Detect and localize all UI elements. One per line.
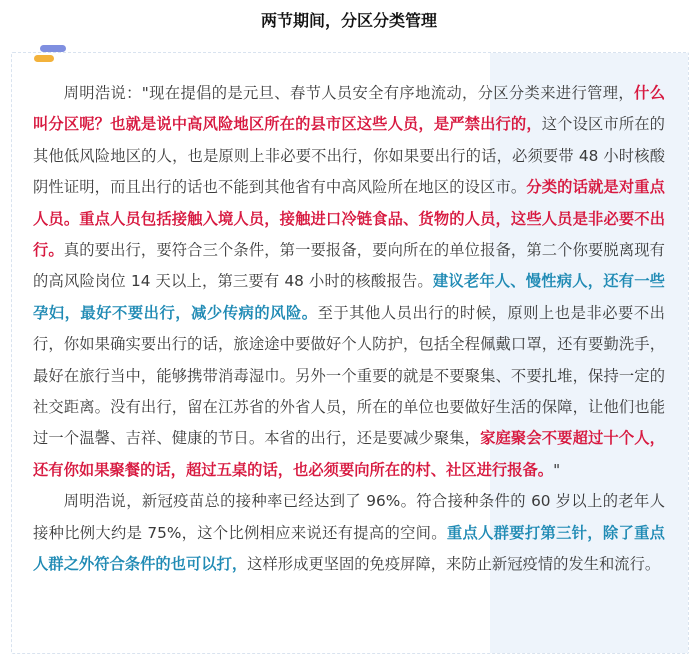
highlight-red: 什么叫分区呢？也就是说中高风险地区所在的县市区这些人员，是严禁出行的， <box>33 84 665 134</box>
highlight-red: 分类的话就是对重点人员。重点人员包括接触入境人员，接触进口冷链食品、货物的人员，这些人员是非必要不出行。 <box>33 178 665 260</box>
highlight-blue: 建议老年人、慢性病人，还有一些孕妇，最好不要出行，减少传病的风险。 <box>33 272 665 322</box>
text-run: " <box>553 460 561 479</box>
text-run: 周明浩说："现在提倡的是元旦、春节人员安全有序地流动，分区分类来进行管理， <box>63 84 635 102</box>
paragraph-2 <box>33 486 665 580</box>
text-run: 真的要出行，要符合三个条件，第一要报备，要向所在的单位报备，第二个你要脱离现有的高风险岗位 14 天以上，第三要有 48 小时的核酸报告。 <box>33 241 665 291</box>
article-body <box>33 78 665 581</box>
highlight-red: 家庭聚会不要超过十个人，还有你如果聚餐的话，超过五桌的话，也必须要向所在的村、社区进行报备。 <box>33 429 665 479</box>
highlight-blue: 重点人群要打第三针，除了重点人群之外符合条件的也可以打， <box>33 523 665 574</box>
stacked-bars-decoration-icon <box>34 43 68 65</box>
paragraph-1 <box>33 78 665 486</box>
decoration-bar-purple <box>40 45 66 52</box>
text-run: 这样形成更坚固的免疫屏障，来防止新冠疫情的发生和流行。 <box>247 555 661 574</box>
text-run: 这个设区市所在的其他低风险地区的人，也是原则上非必要不出行，你如果要出行的话，必须要带 48 小时核酸阴性证明，而且出行的话也不能到其他省有中高风险所在地区的设区市。 <box>33 115 665 197</box>
decoration-bar-orange <box>34 55 54 62</box>
page-title: 两节期间，分区分类管理 <box>260 11 437 30</box>
text-run: 周明浩说，新冠疫苗总的接种率已经达到了 96%。符合接种条件的 60 岁以上的老年人接种比例大约是 75%，这个比例相应来说还有提高的空间。 <box>33 492 665 542</box>
text-run: 至于其他人员出行的时候，原则上也是非必要不出行，你如果确实要出行的话，旅途途中要做好个人防护，包括全程佩戴口罩，还有要勤洗手，最好在旅行当中，能够携带消毒湿巾。另外一个重要的就是不要聚集、不要扎堆，保持一定的社交距离。没有出行，留在江苏省的外省人员，所在的单位也要做好生活的保障，让他们也能过一个温馨、吉祥、健康的节日。本省的出行，还是要减少聚集， <box>33 303 665 448</box>
